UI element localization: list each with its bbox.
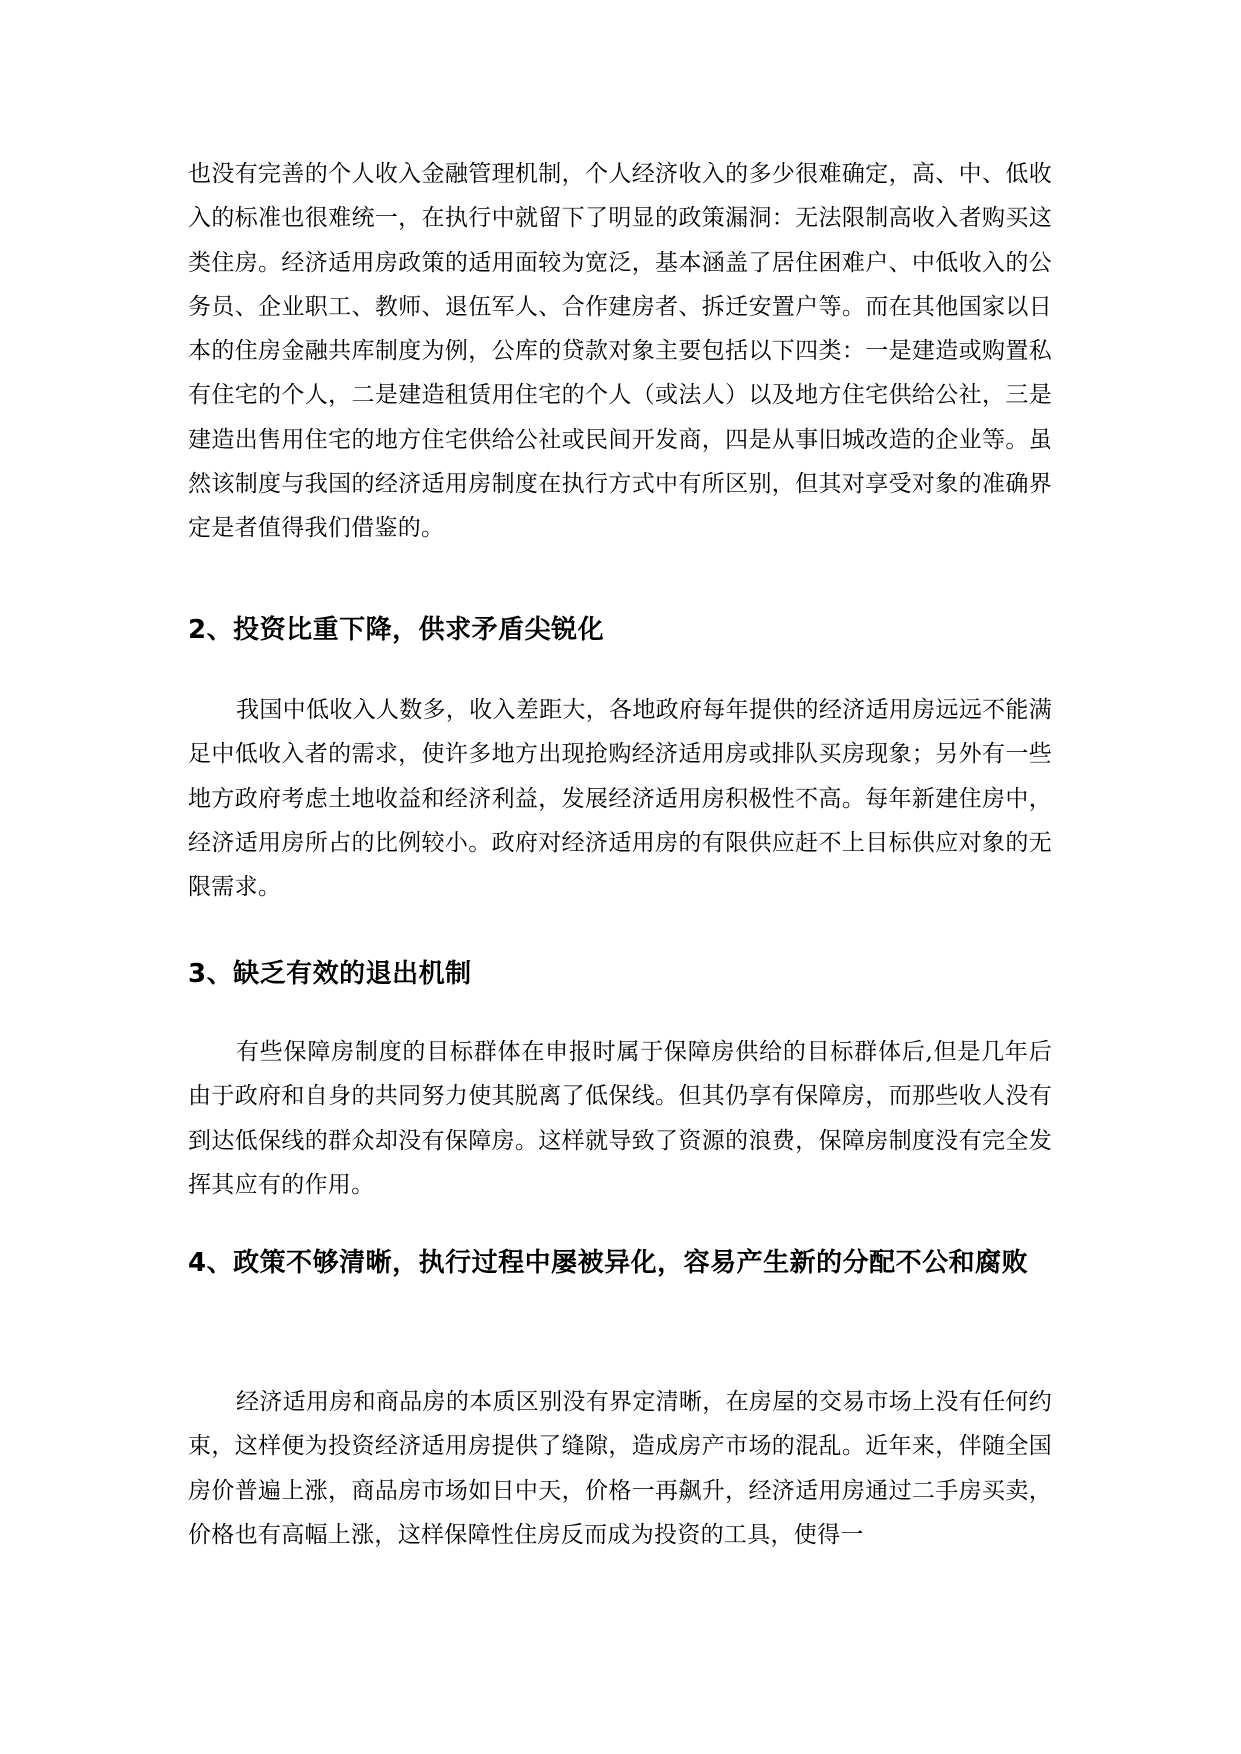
paragraph-exit-mechanism: 有些保障房制度的目标群体在申报时属于保障房供给的目标群体后,但是几年后由于政府和自身的共同努力使其脱离了低保线。但其仍享有保障房，而那些收人没有到达低保线的群众却没有保障房。这样就导致了资源的浪费，保障房制度没有完全发挥其应有的作用。 (188, 1039, 1052, 1198)
paragraph-supply-demand: 我国中低收入人数多，收入差距大，各地政府每年提供的经济适用房远远不能满足中低收入者的需求，使许多地方出现抢购经济适用房或排队买房现象；另外有一些地方政府考虑土地收益和经济利益，发展经济适用房积极性不高。每年新建住房中，经济适用房所占的比例较小。政府对经济适用房的有限供应赶不上目标供应对象的无限需求。 (188, 697, 1052, 901)
section-heading-2: 2、投资比重下降，供求矛盾尖锐化 (188, 615, 605, 645)
section-heading-4: 4、政策不够清晰，执行过程中屡被异化，容易产生新的分配不公和腐败 (188, 1248, 1029, 1278)
paragraph-policy-clarity: 经济适用房和商品房的本质区别没有界定清晰，在房屋的交易市场上没有任何约束，这样便为投资经济适用房提供了缝隙，造成房产市场的混乱。近年来，伴随全国房价普遍上涨，商品房市场如日中天，价格一再飙升，经济适用房通过二手房买卖，价格也有高幅上涨，这样保障性住房反而成为投资的工具，使得一 (188, 1389, 1052, 1548)
section-heading-3: 3、缺乏有效的退出机制 (188, 959, 472, 989)
paragraph-policy-loophole: 也没有完善的个人收入金融管理机制，个人经济收入的多少很难确定，高、中、低收入的标准也很难统一，在执行中就留下了明显的政策漏洞：无法限制高收入者购买这类住房。经济适用房政策的适用面较为宽泛，基本涵盖了居住困难户、中低收入的公务员、企业职工、教师、退伍军人、合作建房者、拆迁安置户等。而在其他国家以日本的住房金融共库制度为例，公库的贷款对象主要包括以下四类：一是建造或购置私有住宅的个人，二是建造租赁用住宅的个人（或法人）以及地方住宅供给公社，三是建造出售用住宅的地方住宅供给公社或民间开发商，四是从事旧城改造的企业等。虽然该制度与我国的经济适用房制度在执行方式中有所区别，但其对享受对象的准确界定是者值得我们借鉴的。 (188, 161, 1052, 542)
